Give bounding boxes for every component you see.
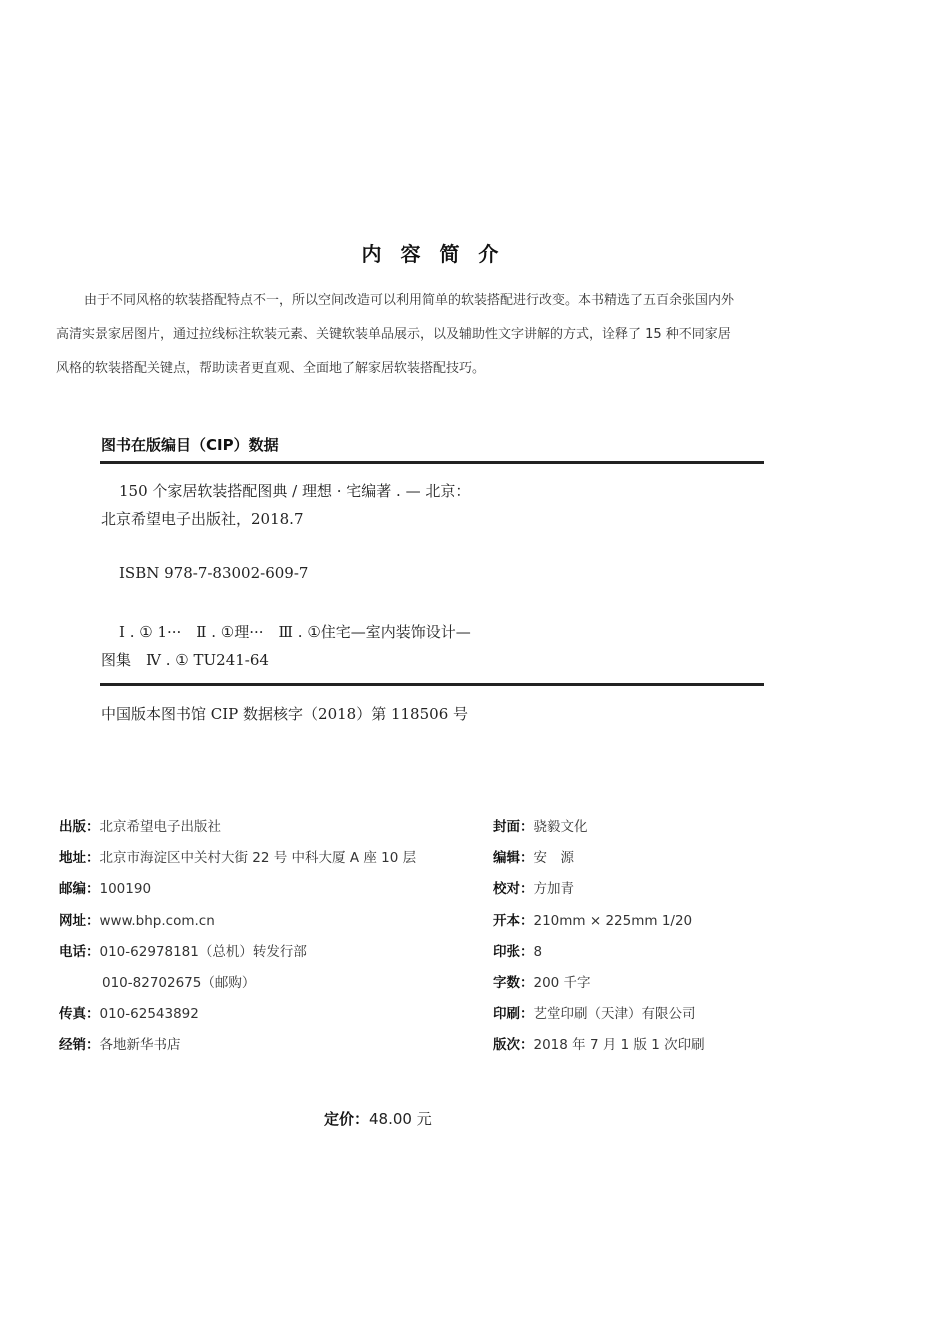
cover-label: 封面：	[493, 819, 534, 835]
cip-isbn-line	[101, 564, 781, 582]
words-label: 字数：	[493, 974, 534, 991]
proofreader-value: 方加青	[533, 881, 574, 898]
words-value: 200 千字	[533, 974, 591, 991]
edition-label: 版次：	[493, 1037, 534, 1054]
intro-line-3: 风格的软装搭配关键点，帮助读者更直观、全面地了解家居软装搭配技巧。	[56, 361, 486, 376]
editor-row	[493, 843, 705, 874]
cip-class-line-2: 图集 Ⅳ . ① TU241-64	[101, 651, 269, 669]
editor-label: 编辑：	[493, 850, 534, 867]
price-value: 48.00 元	[369, 1110, 432, 1128]
format-value: 210mm × 225mm 1/20	[533, 912, 693, 929]
sheets-value: 8	[533, 943, 543, 960]
format-row	[493, 906, 705, 937]
website-label: 网址：	[59, 912, 100, 929]
intro-line-1: 由于不同风格的软装搭配特点不一，所以空间改造可以利用简单的软装搭配进行改变。本书精选了五百余张国内外	[84, 293, 735, 308]
website-value: www.bhp.com.cn	[99, 912, 215, 929]
cip-heading: 图书在版编目（CIP）数据	[101, 436, 279, 454]
printer-label: 印刷：	[493, 1006, 534, 1023]
publisher-row	[59, 812, 416, 843]
cip-class-line-1	[101, 621, 781, 642]
price	[324, 1108, 432, 1129]
cip-isbn: ISBN 978-7-83002-609-7	[119, 564, 309, 582]
format-label: 开本：	[493, 912, 534, 929]
phone-value-2: 010-82702675（邮购）	[102, 974, 256, 991]
cover-row	[493, 812, 705, 843]
cip-title-line	[101, 480, 781, 501]
postcode-row	[59, 874, 416, 905]
publisher-value: 北京希望电子出版社	[99, 819, 221, 835]
distributor-value: 各地新华书店	[99, 1037, 181, 1054]
fax-row	[59, 999, 416, 1030]
editor-value: 安 源	[533, 850, 574, 867]
cip-publisher-line: 北京希望电子出版社，2018.7	[101, 510, 304, 528]
proofreader-row	[493, 874, 705, 905]
intro-line-2: 高清实景家居图片，通过拉线标注软装元素、关键软装单品展示，以及辅助性文字讲解的方式，诠释了 15 种不同家居	[56, 327, 731, 342]
phone-label: 电话：	[59, 943, 100, 960]
sheets-label: 印张：	[493, 943, 534, 960]
cip-class-1: Ⅰ . ① 1··· Ⅱ . ①理··· Ⅲ . ①住宅—室内装饰设计—	[119, 623, 471, 641]
distributor-row	[59, 1030, 416, 1061]
postcode-label: 邮编：	[59, 881, 100, 898]
proofreader-label: 校对：	[493, 881, 534, 898]
cip-top-rule	[100, 461, 764, 464]
sheets-row	[493, 937, 705, 968]
fax-value: 010-62543892	[99, 1006, 199, 1023]
address-row	[59, 843, 416, 874]
intro-title: 内 容 简 介	[361, 242, 505, 266]
print-info	[493, 812, 705, 1062]
phone-value-1: 010-62978181（总机）转发行部	[99, 943, 307, 960]
cip-line-1: 150 个家居软装搭配图典 / 理想 · 宅编著 . — 北京：	[119, 482, 471, 500]
intro-paragraph	[56, 284, 816, 386]
words-row	[493, 968, 705, 999]
postcode-value: 100190	[99, 881, 152, 898]
website-row	[59, 906, 416, 937]
edition-value: 2018 年 7 月 1 版 1 次印刷	[533, 1037, 705, 1054]
phone-row-2	[59, 968, 416, 999]
printer-row	[493, 999, 705, 1030]
edition-row	[493, 1030, 705, 1061]
cover-value: 骁毅文化	[533, 819, 588, 835]
publisher-label: 出版：	[59, 819, 100, 835]
cip-bottom-rule	[100, 683, 764, 686]
cip-approval-line: 中国版本图书馆 CIP 数据核字（2018）第 118506 号	[101, 705, 469, 723]
distributor-label: 经销：	[59, 1037, 100, 1054]
fax-label: 传真：	[59, 1006, 100, 1023]
printer-value: 艺堂印刷（天津）有限公司	[533, 1006, 696, 1023]
publisher-info	[59, 812, 416, 1062]
phone-row	[59, 937, 416, 968]
address-value: 北京市海淀区中关村大街 22 号 中科大厦 A 座 10 层	[99, 850, 417, 867]
price-label: 定价：	[324, 1110, 370, 1128]
address-label: 地址：	[59, 850, 100, 867]
